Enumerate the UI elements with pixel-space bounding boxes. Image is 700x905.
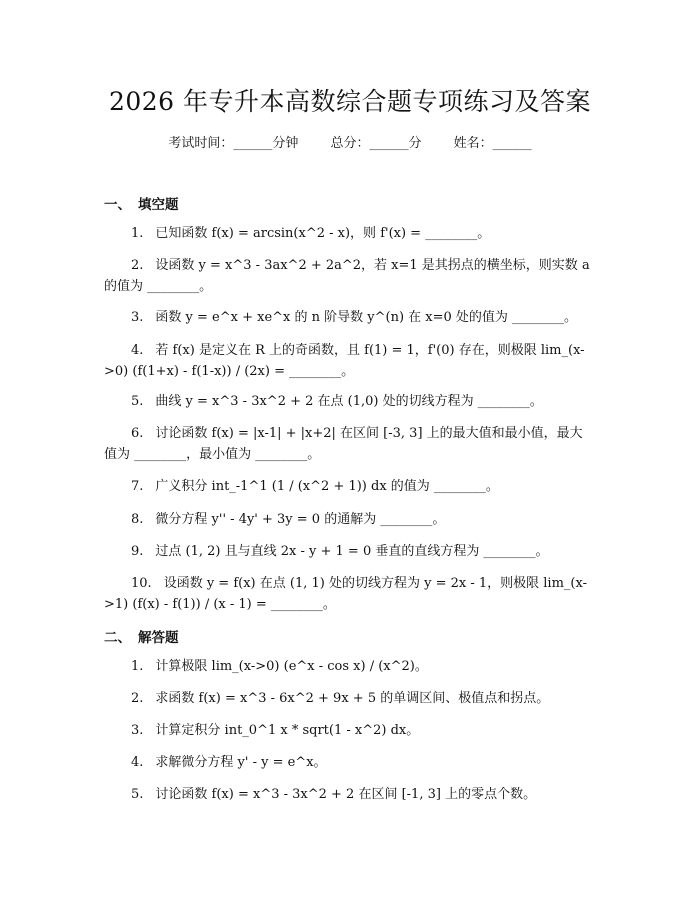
fill-question-8 [104,509,592,530]
question-text: 过点 (1, 2) 且与直线 2x - y + 1 = 0 垂直的直线方程为 ________。 [155,544,549,559]
meta-label: 考试时间： [168,136,234,151]
question-number: 10. [131,576,152,591]
meta-exam-time [168,136,298,151]
fill-question-3 [104,307,592,328]
fill-question-4 [104,340,592,382]
answer-question-4 [104,752,592,773]
question-number: 8. [131,512,144,527]
section-number: 二、 [104,630,131,646]
question-number: 5. [131,394,144,409]
answer-question-2 [104,688,592,709]
question-text: 已知函数 f(x) = arcsin(x^2 - x)，则 f'(x) = ________。 [155,226,491,241]
question-number: 3. [131,310,144,325]
question-text: 讨论函数 f(x) = |x-1| + |x+2| 在区间 [-3, 3] 上的最大值和最小值，最大值为 ________，最小值为 ________。 [104,426,583,462]
answer-question-1 [104,656,592,677]
question-text: 讨论函数 f(x) = x^3 - 3x^2 + 2 在区间 [-1, 3] 上的零点个数。 [155,787,537,802]
question-number: 7. [131,479,144,494]
question-text: 若 f(x) 是定义在 R 上的奇函数，且 f(1) = 1，f'(0) 存在，则极限 lim_(x->0) (f(1+x) - f(1-x)) / (2x) = ________。 [104,343,585,379]
exam-meta [0,132,700,151]
question-number: 9. [131,544,144,559]
fill-question-7 [104,476,592,497]
fill-question-2 [104,255,592,297]
meta-name [454,136,532,151]
question-number: 3. [131,723,144,738]
question-text: 设函数 y = f(x) 在点 (1, 1) 处的切线方程为 y = 2x - 1，则极限 lim_(x->1) (f(x) - f(1)) / (x - 1) = ________。 [104,576,587,612]
section-title: 填空题 [138,197,179,213]
meta-label: 姓名： [453,136,493,151]
page-title: 2026 年专升本高数综合题专项练习及答案 [108,87,592,116]
question-number: 5. [131,787,144,802]
section-title: 解答题 [138,630,179,646]
question-text: 求解微分方程 y' - y = e^x。 [155,755,327,770]
fill-question-5 [104,391,592,412]
question-number: 4. [131,755,144,770]
meta-blank: ______ [492,136,532,151]
fill-question-10 [104,573,592,615]
section-number: 一、 [104,197,131,213]
answer-question-5 [104,784,592,805]
meta-blank: ______分 [369,136,422,151]
fill-question-9 [104,541,592,562]
question-text: 曲线 y = x^3 - 3x^2 + 2 在点 (1,0) 处的切线方程为 ________。 [155,394,543,409]
question-text: 广义积分 int_-1^1 (1 / (x^2 + 1)) dx 的值为 ________。 [155,479,499,494]
section-heading-fill [104,193,179,213]
question-text: 微分方程 y'' - 4y' + 3y = 0 的通解为 ________。 [155,512,446,527]
fill-question-1 [104,223,592,244]
question-number: 1. [131,226,144,241]
question-text: 计算极限 lim_(x->0) (e^x - cos x) / (x^2)。 [155,659,428,674]
question-number: 4. [131,343,144,358]
meta-label: 总分： [330,136,370,151]
question-number: 2. [131,258,144,273]
question-text: 函数 y = e^x + xe^x 的 n 阶导数 y^(n) 在 x=0 处的值为 ________。 [155,310,578,325]
question-number: 1. [131,659,144,674]
question-text: 计算定积分 int_0^1 x * sqrt(1 - x^2) dx。 [155,723,420,738]
question-text: 求函数 f(x) = x^3 - 6x^2 + 9x + 5 的单调区间、极值点和拐点。 [155,691,550,706]
question-number: 2. [131,691,144,706]
answer-question-3 [104,720,592,741]
meta-blank: ______分钟 [233,136,299,151]
question-number: 6. [131,426,144,441]
section-heading-answer [104,626,179,646]
question-text: 设函数 y = x^3 - 3ax^2 + 2a^2，若 x=1 是其拐点的横坐标，则实数 a 的值为 ________。 [104,258,590,294]
fill-question-6 [104,423,592,465]
meta-total-score [330,136,421,151]
